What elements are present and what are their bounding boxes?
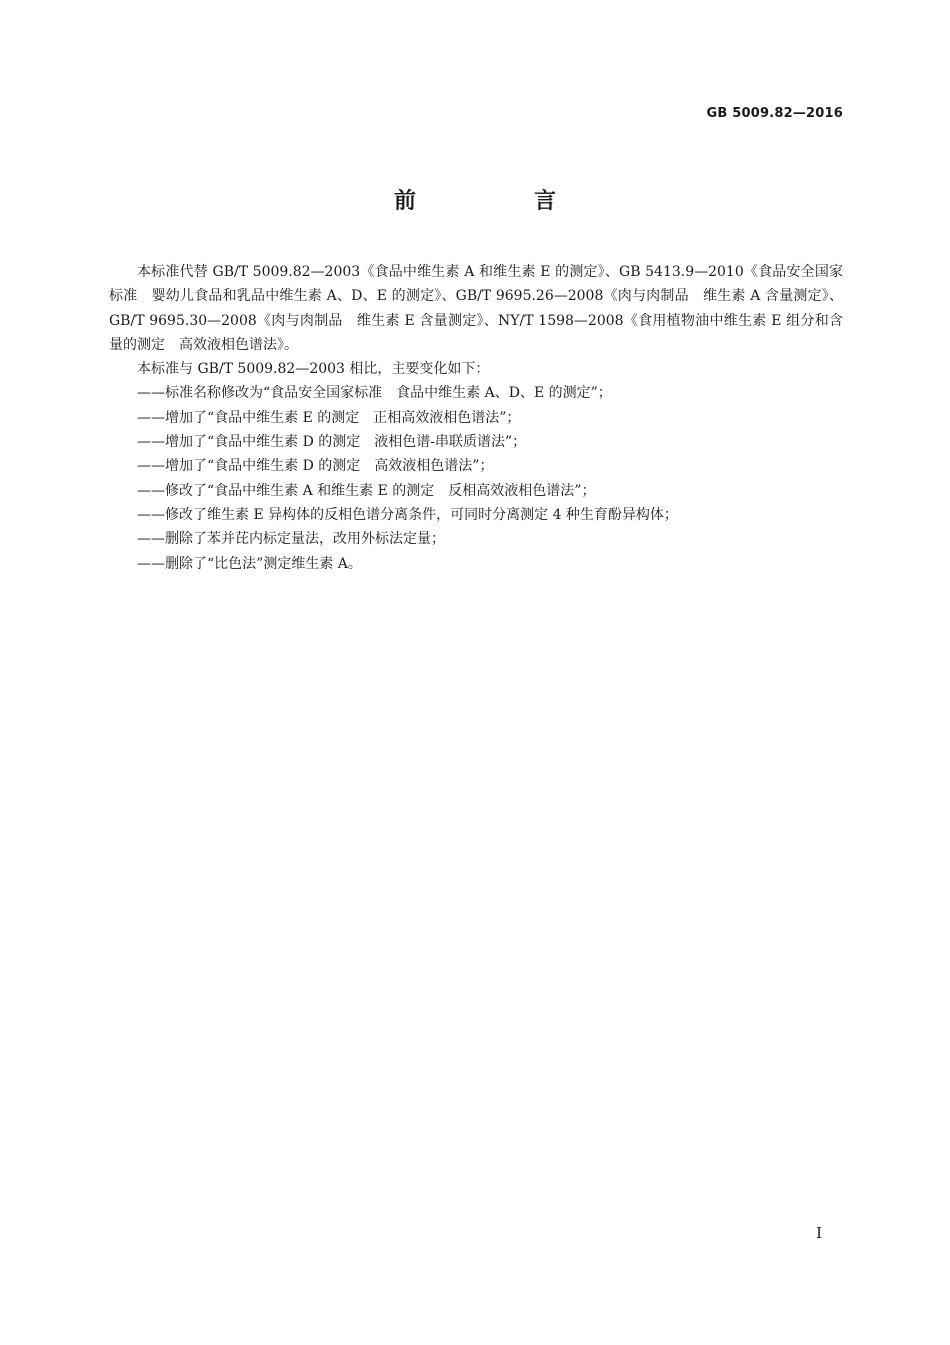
page-number: I [816, 1224, 822, 1242]
comparison-paragraph: 本标准与 GB/T 5009.82—2003 相比，主要变化如下： [137, 361, 490, 378]
list-item: ——修改了“食品中维生素 A 和维生素 E 的测定 反相高效液相色谱法”； [137, 482, 596, 499]
change-list [109, 381, 843, 575]
list-item: ——增加了“食品中维生素 E 的测定 正相高效液相色谱法”； [137, 409, 521, 426]
list-item: ——增加了“食品中维生素 D 的测定 液相色谱-串联质谱法”； [137, 434, 527, 451]
list-item: ——修改了维生素 E 异构体的反相色谱分离条件，可同时分离测定 4 种生育酚异构体； [137, 506, 678, 523]
list-item: ——删除了“比色法”测定维生素 A。 [137, 555, 362, 572]
list-item: ——增加了“食品中维生素 D 的测定 高效液相色谱法”； [137, 458, 494, 475]
list-item: ——删除了苯并芘内标定量法，改用外标法定量； [137, 531, 445, 548]
foreword-body [109, 260, 843, 576]
standard-code: GB 5009.82—2016 [706, 106, 843, 121]
page-title: 前 言 [393, 189, 604, 214]
list-item: ——标准名称修改为“食品安全国家标准 食品中维生素 A、D、E 的测定”； [137, 385, 612, 402]
replaces-paragraph: 本标准代替 GB/T 5009.82—2003《食品中维生素 A 和维生素 E 的测定》、GB 5413.9—2010《食品安全国家标准 婴幼儿食品和乳品中维生素 A、D、E 的测定》、GB/T 9695.26—2008《肉与肉制品 维生素 A 含量测定》、GB/T 9695.30—2008《肉与肉制品 维生素 E 含量测定》、NY/T 1598—2008《食用植物油中维生素 E 组分和含量的测定 高效液相色谱法》。 [109, 264, 843, 353]
